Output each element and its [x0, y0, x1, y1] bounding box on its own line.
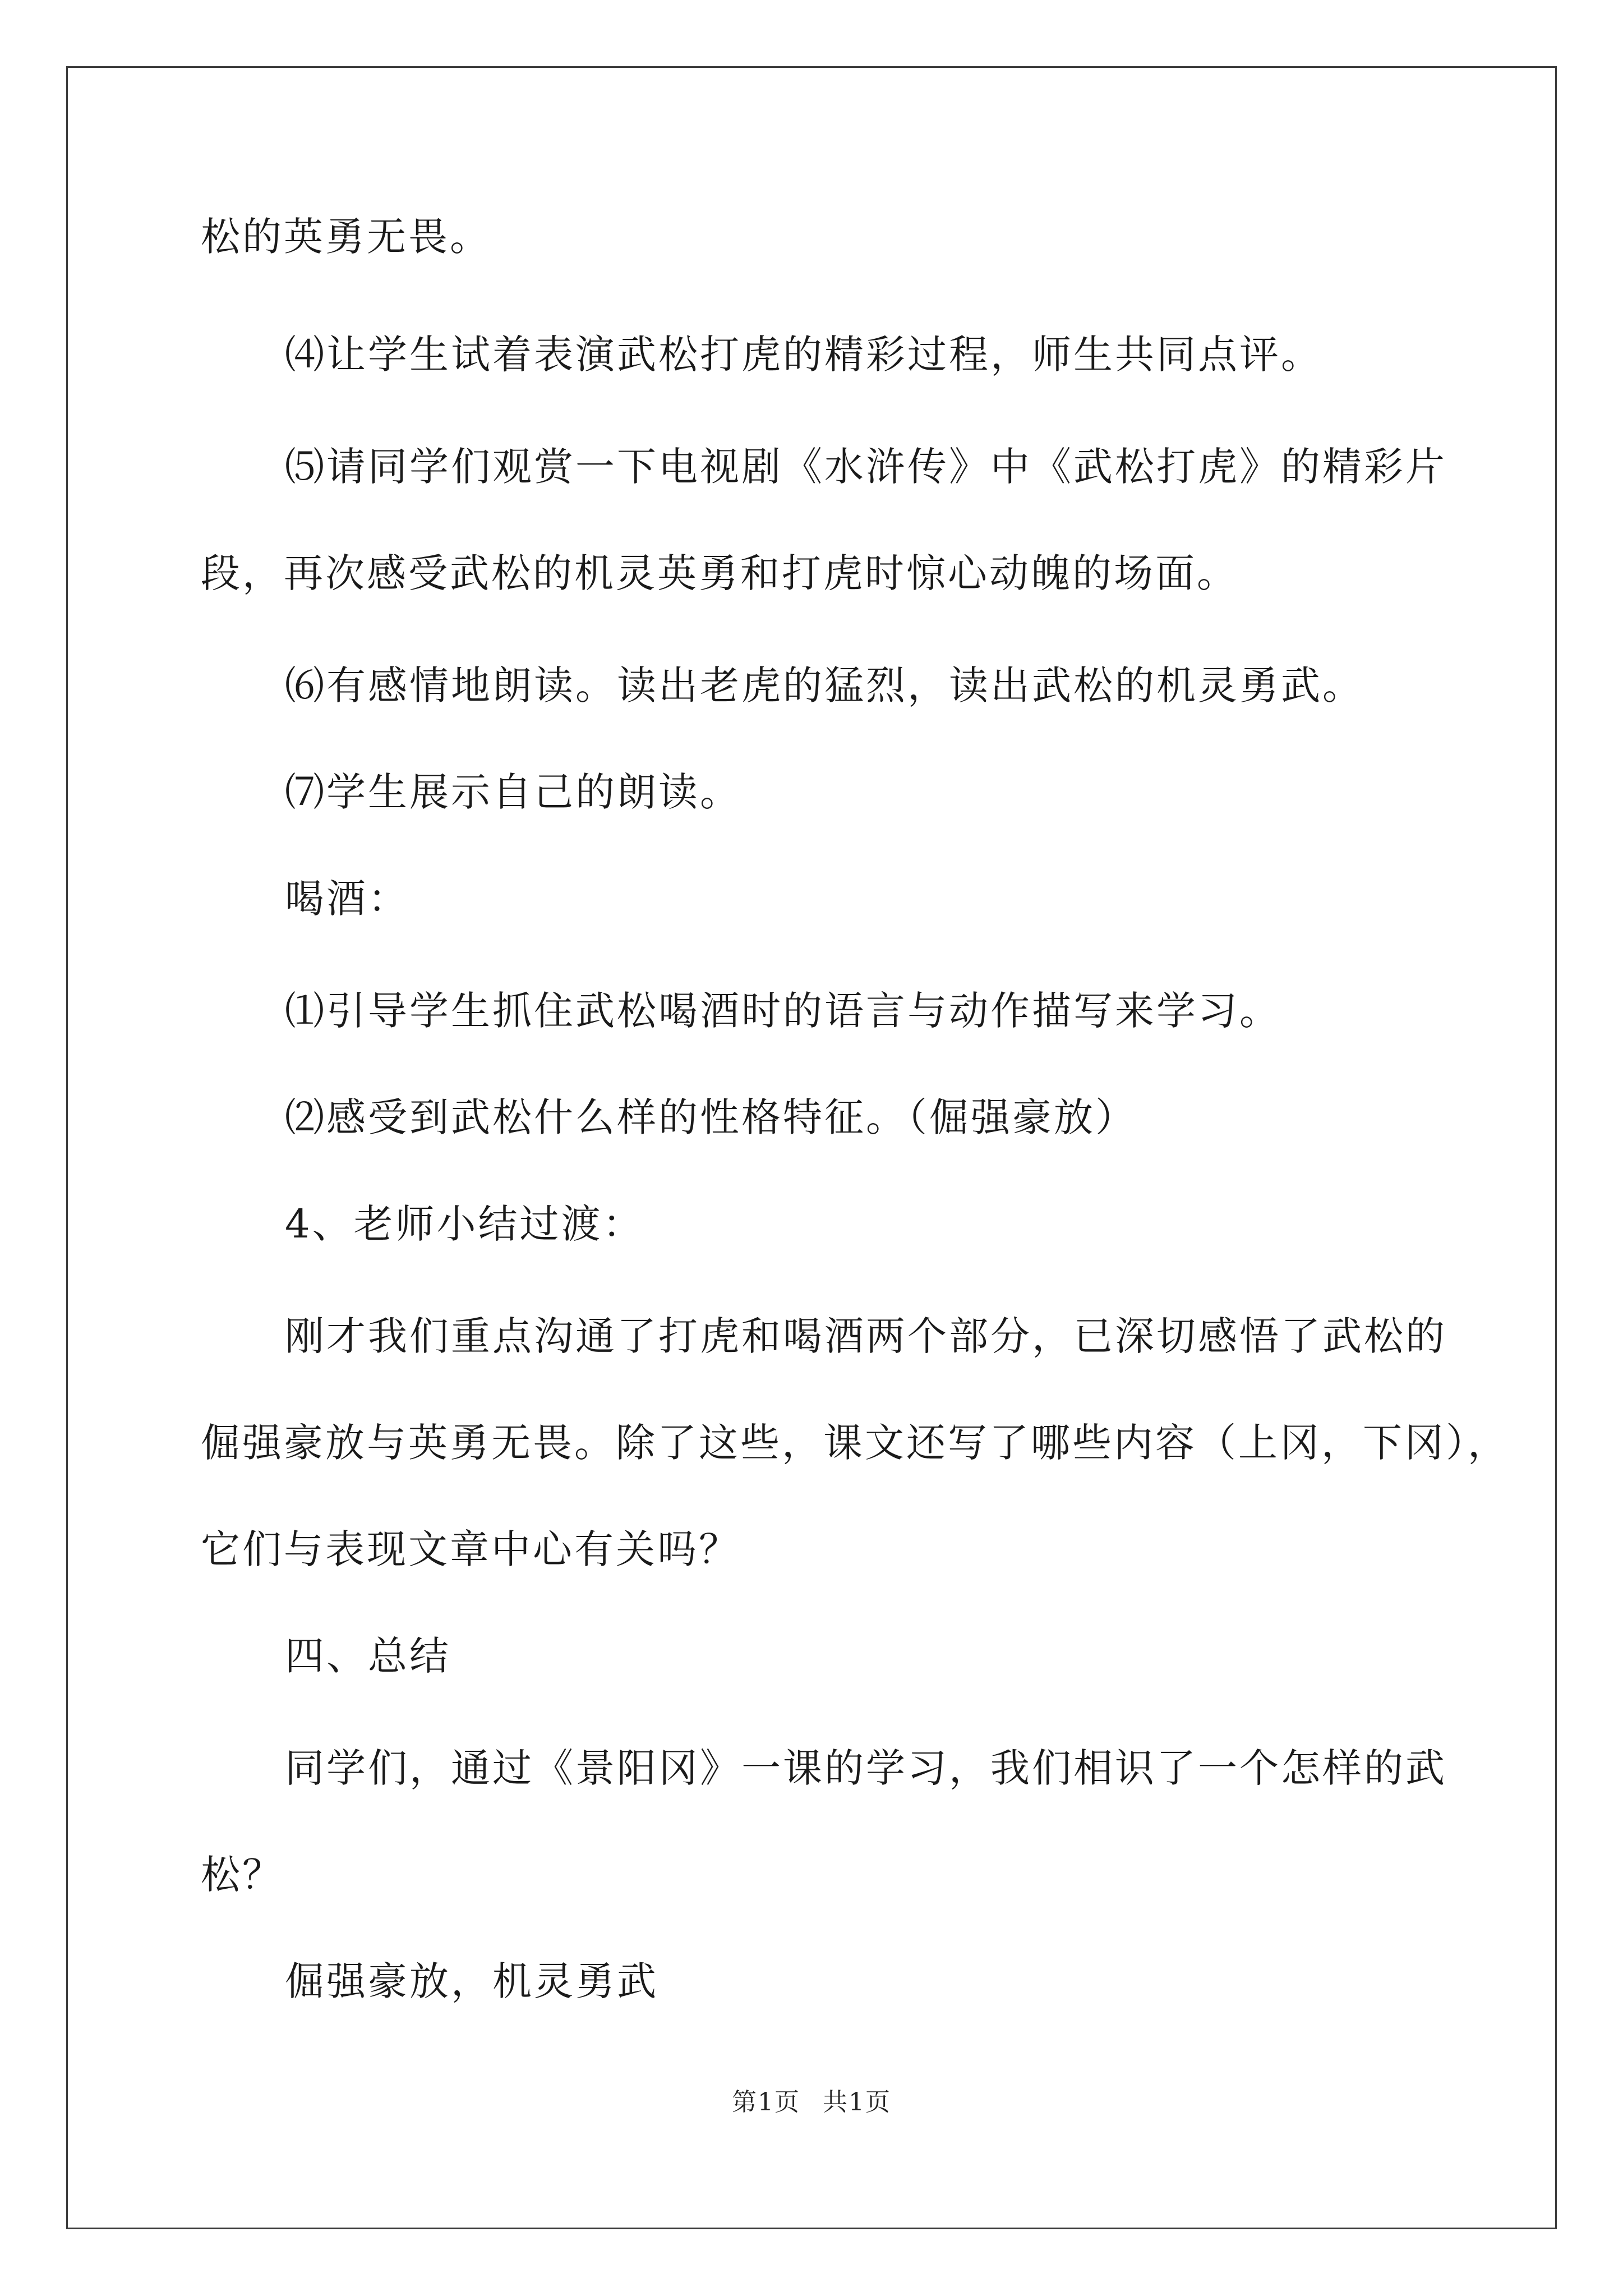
text-line: 松的英勇无畏。: [201, 214, 491, 260]
section-heading: 喝酒：: [285, 876, 409, 922]
page-footer: [0, 2086, 1623, 2119]
text-line: 它们与表现文章中心有关吗？: [201, 1526, 740, 1572]
text-line: ⑵感受到武松什么样的性格特征。（倔强豪放）: [285, 1094, 1137, 1140]
text-line: 段，再次感受武松的机灵英勇和打虎时惊心动魄的场面。: [201, 550, 1238, 596]
text-line: 同学们，通过《景阳冈》一课的学习，我们相识了一个怎样的武: [285, 1745, 1447, 1791]
text-line: ⑷让学生试着表演武松打虎的精彩过程，师生共同点评。: [285, 332, 1322, 378]
page-total: 共1页: [823, 2088, 891, 2116]
text-line: 松？: [201, 1852, 284, 1898]
text-line: ⑹有感情地朗读。读出老虎的猛烈，读出武松的机灵勇武。: [285, 662, 1364, 708]
section-heading: 四、总结: [285, 1633, 451, 1679]
page-border: [66, 66, 1557, 2229]
section-heading: 4、老师小结过渡：: [285, 1201, 644, 1247]
text-line: ⑸请同学们观赏一下电视剧《水浒传》中《武松打虎》的精彩片: [285, 444, 1447, 490]
page-number: 第1页: [732, 2088, 800, 2116]
text-line: 刚才我们重点沟通了打虎和喝酒两个部分，已深切感悟了武松的: [285, 1313, 1447, 1359]
text-line: ⑺学生展示自己的朗读。: [285, 769, 741, 815]
text-line: 倔强豪放，机灵勇武: [285, 1958, 658, 2004]
text-line: 倔强豪放与英勇无畏。除了这些，课文还写了哪些内容（上冈，下冈），: [201, 1420, 1509, 1466]
text-line: ⑴引导学生抓住武松喝酒时的语言与动作描写来学习。: [285, 988, 1281, 1034]
